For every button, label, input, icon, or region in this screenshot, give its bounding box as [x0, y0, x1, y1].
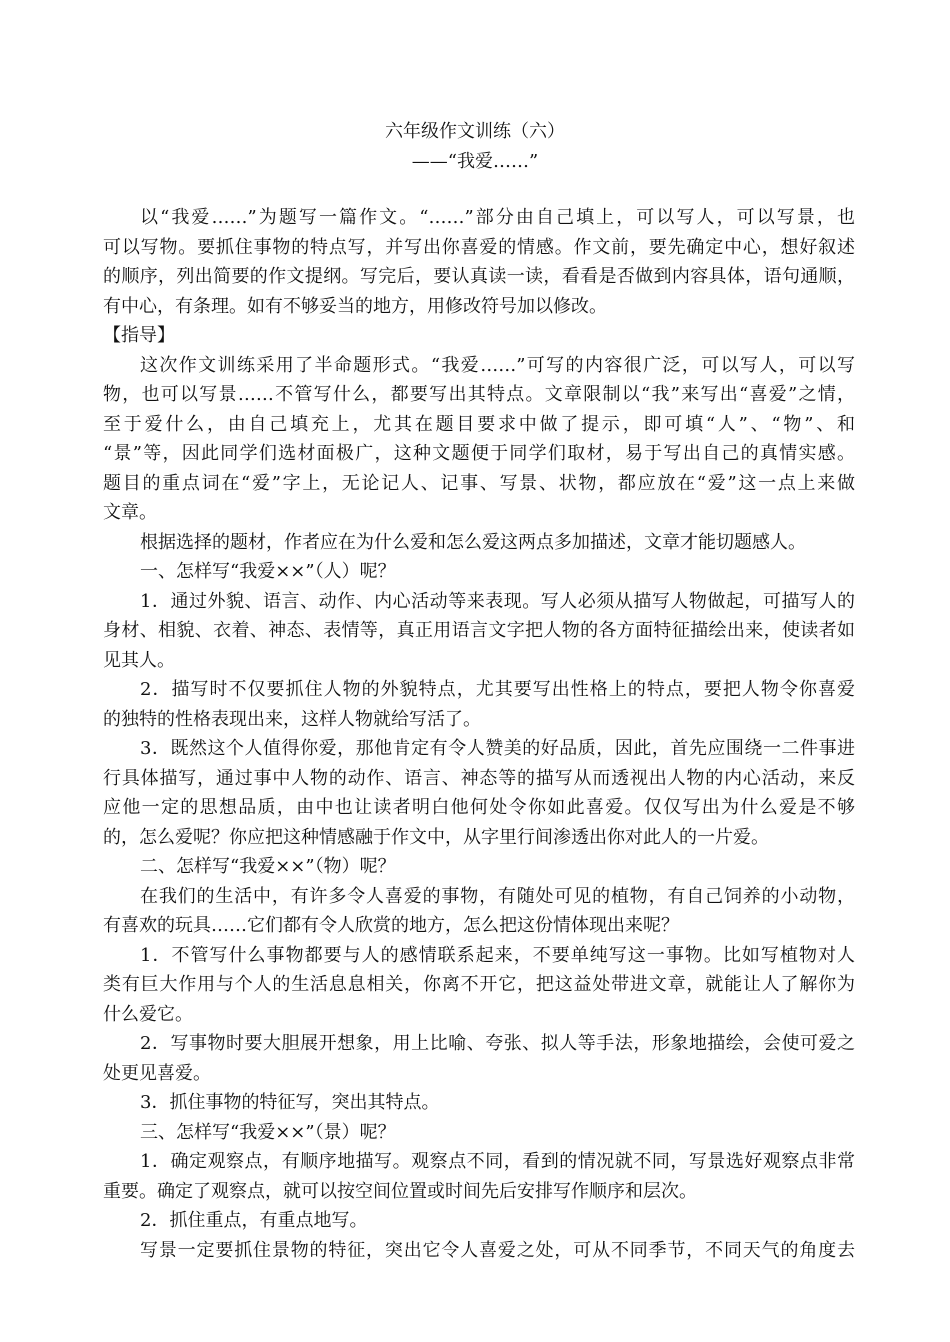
- paragraph: [103, 1206, 855, 1236]
- text-line: 的，怎么爱呢？你应把这种情感融于作文中，从字里行间渗透出你对此人的一片爱。: [103, 826, 769, 848]
- document-subtitle: ——“我爱……”: [411, 151, 539, 172]
- paragraph-task: [103, 203, 855, 321]
- text-line: 有喜欢的玩具……它们都有令人欣赏的地方，怎么把这份情体现出来呢？: [103, 915, 679, 936]
- text-line: 3．抓住事物的特征写，突出其特点。: [140, 1092, 440, 1113]
- text-line: 可以写物。要抓住事物的特点写，并写出你喜爱的情感。作文前，要先确定中心，想好叙述: [103, 236, 855, 258]
- text-line: 身材、相貌、衣着、神态、表情等，真正用语言文字把人物的各方面特征描绘出来，使读者如: [103, 620, 855, 641]
- section-heading: 三、怎样写“我爱××”（景）呢？: [140, 1121, 396, 1143]
- text-line: 类有巨大作用与个人的生活息息相关，你离不开它，把这益处带进文章，就能让人了解你为: [103, 974, 855, 995]
- document-body: [103, 203, 855, 1265]
- paragraph-heading-object: [103, 852, 855, 882]
- paragraph: [103, 351, 855, 528]
- text-line: 应他一定的思想品质，由中也让读者明白他何处令你如此喜爱。仅仅写出为什么爱是不够: [103, 797, 855, 818]
- text-line: 的独特的性格表现出来，这样人物就给写活了。: [103, 708, 481, 730]
- text-line: 以“我爱……”为题写一篇作文。“……”部分由自己填上，可以写人，可以写景，也: [140, 207, 855, 228]
- text-line: 2．抓住重点，有重点地写。: [140, 1210, 368, 1231]
- paragraph: [103, 882, 855, 941]
- paragraph: [103, 675, 855, 734]
- text-line: 这次作文训练采用了半命题形式。“我爱……”可写的内容很广泛，可以写人，可以写: [140, 354, 855, 376]
- text-line: 有中心，有条理。如有不够妥当的地方，用修改符号加以修改。: [103, 295, 607, 317]
- paragraph: [103, 1029, 855, 1088]
- section-heading: 【指导】: [103, 325, 175, 346]
- text-line: 文章。: [103, 502, 157, 523]
- section-heading: 二、怎样写“我爱××”（物）呢？: [140, 856, 396, 877]
- paragraph: [103, 734, 855, 852]
- text-line: 重要。确定了观察点，就可以按空间位置或时间先后安排写作顺序和层次。: [103, 1180, 697, 1202]
- text-line: 物，也可以写景……不管写什么，都要写出其特点。文章限制以“我”来写出“喜爱”之情，: [103, 384, 855, 405]
- text-line: 3．既然这个人值得你爱，那他肯定有令人赞美的好品质，因此，首先应围绕一二件事进: [140, 738, 855, 759]
- text-line: 1．不管写什么事物都要与人的感情联系起来，不要单纯写这一事物。比如写植物对人: [140, 944, 855, 966]
- paragraph: [103, 1088, 855, 1118]
- text-line: “景”等，因此同学们选材面极广，这种文题便于同学们取材，易于写出自己的真情实感。: [103, 443, 855, 464]
- text-line: 至于爱什么，由自己填充上，尤其在题目要求中做了提示，即可填“人”、“物”、和: [103, 413, 855, 435]
- text-line: 行具体描写，通过事中人物的动作、语言、神态等的描写从而透视出人物的内心活动，来反: [103, 767, 855, 789]
- text-line: 2．写事物时要大胆展开想象，用上比喻、夸张、拟人等手法，形象地描绘，会使可爱之: [140, 1033, 855, 1054]
- paragraph-heading-person: [103, 557, 855, 587]
- paragraph: [103, 941, 855, 1030]
- text-line: 题目的重点词在“爱”字上，无论记人、记事、写景、状物，都应放在“爱”这一点上来做: [103, 472, 855, 494]
- text-line: 见其人。: [103, 649, 175, 671]
- paragraph: [103, 1147, 855, 1206]
- paragraph: [103, 528, 855, 558]
- paragraph: [103, 587, 855, 676]
- paragraph-guidance-heading: [103, 321, 855, 351]
- text-line: 写景一定要抓住景物的特征，突出它令人喜爱之处，可从不同季节，不同天气的角度去: [140, 1239, 855, 1261]
- paragraph: [103, 1236, 855, 1266]
- text-line: 2．描写时不仅要抓住人物的外貌特点，尤其要写出性格上的特点，要把人物令你喜爱: [140, 679, 855, 700]
- document-title: 六年级作文训练（六）: [385, 121, 565, 142]
- text-line: 在我们的生活中，有许多令人喜爱的事物，有随处可见的植物，有自己饲养的小动物，: [140, 885, 855, 907]
- text-line: 处更见喜爱。: [103, 1062, 211, 1084]
- text-line: 1．通过外貌、语言、动作、内心活动等来表现。写人必须从描写人物做起，可描写人的: [140, 590, 855, 612]
- text-line: 根据选择的题材，作者应在为什么爱和怎么爱这两点多加描述，文章才能切题感人。: [140, 531, 806, 553]
- paragraph-heading-scenery: [103, 1118, 855, 1148]
- text-line: 什么爱它。: [103, 1003, 193, 1025]
- text-line: 的顺序，列出简要的作文提纲。写完后，要认真读一读，看看是否做到内容具体，语句通顺，: [103, 266, 855, 287]
- text-line: 1．确定观察点，有顺序地描写。观察点不同，看到的情况就不同，写景选好观察点非常: [140, 1151, 855, 1172]
- section-heading: 一、怎样写“我爱××”（人）呢？: [140, 561, 396, 582]
